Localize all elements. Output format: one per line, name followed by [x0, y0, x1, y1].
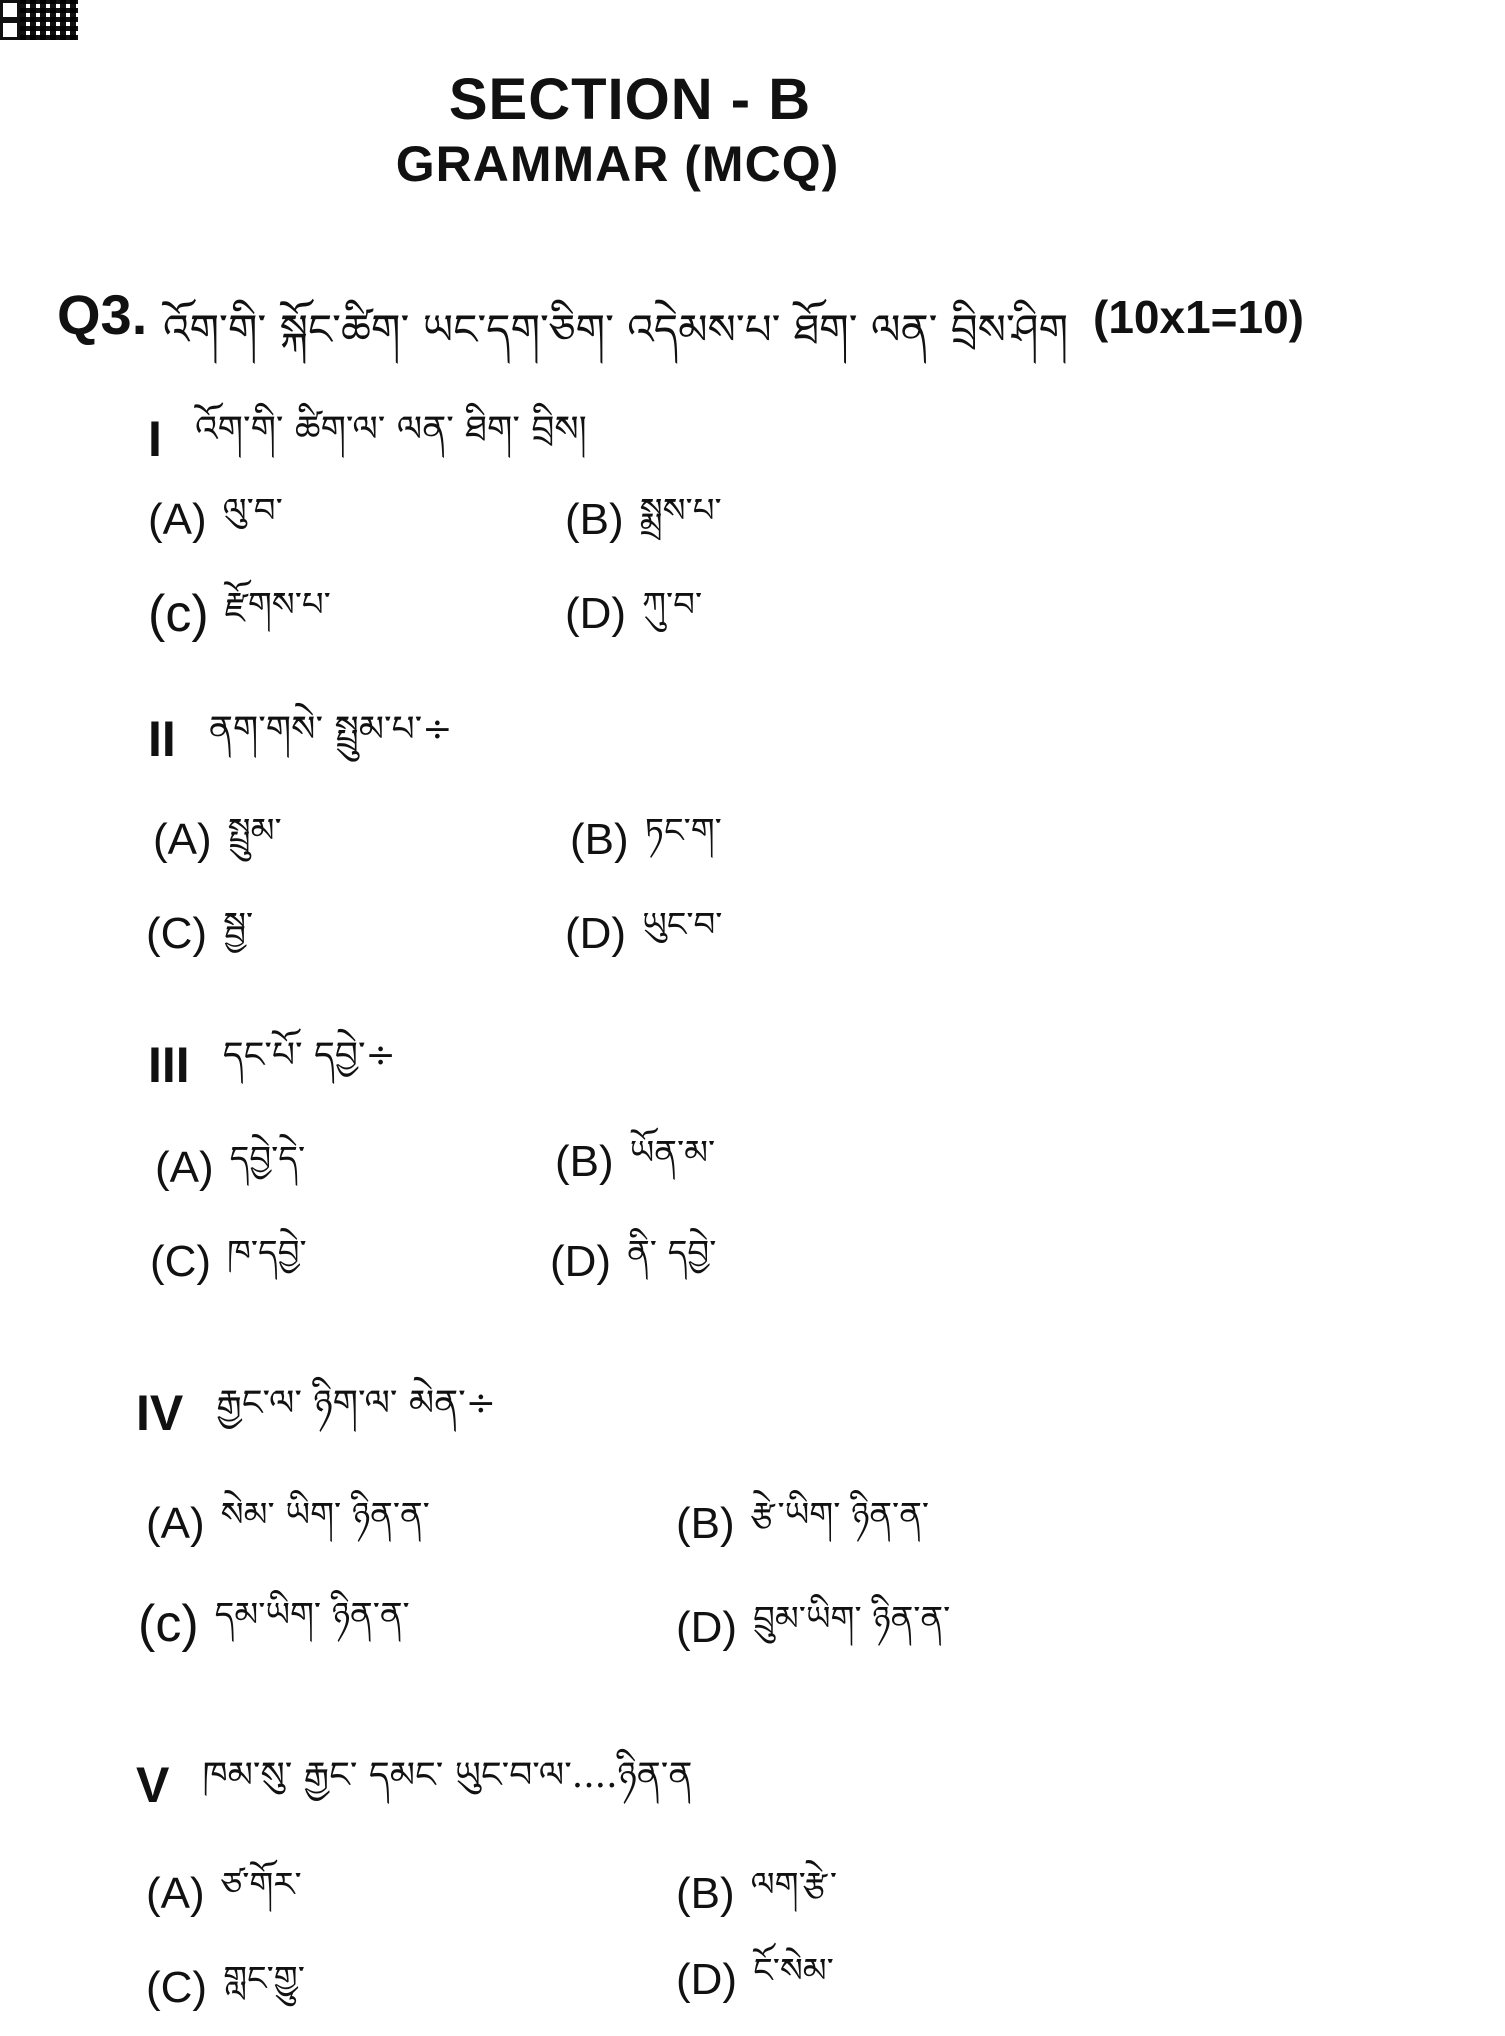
- option-text: རྫོགས་པ་: [224, 585, 331, 625]
- option-letter: (B): [676, 1499, 735, 1548]
- option-text: ཀུ་བ་: [642, 585, 703, 625]
- question-text: འོག་གི་ སྐོང་ཚིག་ ཡང་དག་ཅིག་ འདེམས་པ་ ཐོག་ ལན་ བྲིས་ཤིག: [163, 305, 1069, 354]
- option-letter: (C): [146, 1963, 208, 2012]
- option-a[interactable]: [146, 1846, 302, 1942]
- option-letter: (A): [148, 495, 207, 544]
- option-b[interactable]: [676, 1846, 837, 1942]
- option-letter: (B): [676, 1869, 735, 1918]
- option-a[interactable]: [148, 472, 283, 568]
- item-stem-text: དང་པོ་ དབྱེ་÷: [222, 1035, 396, 1076]
- qr-code: [0, 0, 78, 40]
- option-text: སེམ་ ཡིག་ ཉིན་ན་: [220, 1495, 430, 1535]
- question-header: [57, 278, 1317, 354]
- option-d[interactable]: [676, 1932, 834, 2028]
- option-b[interactable]: [676, 1476, 929, 1572]
- option-text: ངོ་སེམ་: [753, 1951, 834, 1991]
- option-letter: (c): [148, 585, 209, 643]
- item-numeral: II: [148, 711, 176, 767]
- option-letter: (A): [155, 1143, 214, 1192]
- option-d[interactable]: [550, 1214, 716, 1310]
- item-numeral: IV: [136, 1385, 184, 1441]
- item-numeral: III: [148, 1037, 190, 1093]
- option-c[interactable]: [146, 886, 253, 982]
- item-stem-text: འོག་གི་ ཚིག་ལ་ ལན་ ཐིག་ བྲིས།: [195, 409, 587, 450]
- option-c[interactable]: [150, 1214, 307, 1310]
- item-stem: [148, 1014, 396, 1116]
- option-letter: (c): [138, 1595, 199, 1653]
- option-text: ལུ་བ་: [222, 491, 283, 531]
- option-a[interactable]: [155, 1120, 305, 1216]
- option-text: ཙ་གོར་: [220, 1865, 302, 1905]
- option-letter: (A): [146, 1499, 205, 1548]
- option-letter: (B): [565, 495, 624, 544]
- item-stem-text: རྒྱང་ལ་ ཉིག་ལ་ མེན་÷: [216, 1383, 496, 1424]
- option-text: ཁ་དབྱེ་: [227, 1233, 307, 1273]
- item-stem: [136, 1362, 496, 1464]
- item-stem-text: ནག་གསེ་ སྤྲུམ་པ་÷: [208, 709, 453, 750]
- option-c[interactable]: [146, 1940, 305, 2036]
- option-letter: (D): [565, 589, 627, 638]
- option-text: བྲུམ་ཡིག་ ཉིན་ན་: [753, 1599, 951, 1639]
- item-numeral: V: [136, 1757, 170, 1813]
- option-letter: (D): [565, 909, 627, 958]
- option-letter: (B): [570, 815, 629, 864]
- option-text: དབྱེ་དེ་: [229, 1139, 306, 1179]
- question-number: Q3.: [57, 283, 148, 346]
- option-c[interactable]: [138, 1576, 410, 1672]
- option-text: སྦྱ་: [223, 905, 254, 945]
- item-stem-text: ཁམ་སུ་ རྒྱང་ དམང་ ཡུང་བ་ལ་....ཉིན་ན: [202, 1755, 693, 1796]
- option-text: ནི་ དབྱེ་: [627, 1233, 717, 1273]
- option-b[interactable]: [555, 1114, 715, 1210]
- option-d[interactable]: [565, 566, 702, 662]
- option-text: གླང་གྱུ་: [223, 1959, 305, 1999]
- item-stem: [136, 1734, 692, 1836]
- option-b[interactable]: [565, 472, 722, 568]
- option-text: རྩེ་ཡིག་ ཉིན་ན་: [750, 1495, 930, 1535]
- option-text: ཡོན་མ་: [629, 1133, 716, 1173]
- question-marks: (10x1=10): [1093, 291, 1304, 343]
- option-c[interactable]: [148, 566, 331, 662]
- option-letter: (D): [676, 1955, 738, 2004]
- option-text: སྤྲུམ་: [227, 811, 282, 851]
- option-letter: (D): [676, 1603, 738, 1652]
- option-letter: (C): [146, 909, 208, 958]
- item-numeral: I: [148, 411, 162, 467]
- option-text: དམ་ཡིག་ ཉིན་ན་: [214, 1595, 410, 1635]
- option-text: ཡུང་བ་: [642, 905, 723, 945]
- option-b[interactable]: [570, 792, 722, 888]
- section-subtitle: GRAMMAR (MCQ): [395, 136, 840, 192]
- option-d[interactable]: [676, 1580, 950, 1676]
- option-letter: (C): [150, 1237, 212, 1286]
- option-a[interactable]: [153, 792, 282, 888]
- option-text: སྨྲས་པ་: [639, 491, 722, 531]
- option-text: ཏང་ག་: [644, 811, 722, 851]
- section-title: SECTION - B: [448, 67, 812, 132]
- option-text: ལག་རྩེ་: [750, 1865, 838, 1905]
- option-letter: (A): [146, 1869, 205, 1918]
- option-a[interactable]: [146, 1476, 430, 1572]
- option-letter: (B): [555, 1137, 614, 1186]
- item-stem: [148, 688, 452, 790]
- option-letter: (A): [153, 815, 212, 864]
- option-letter: (D): [550, 1237, 612, 1286]
- option-d[interactable]: [565, 886, 722, 982]
